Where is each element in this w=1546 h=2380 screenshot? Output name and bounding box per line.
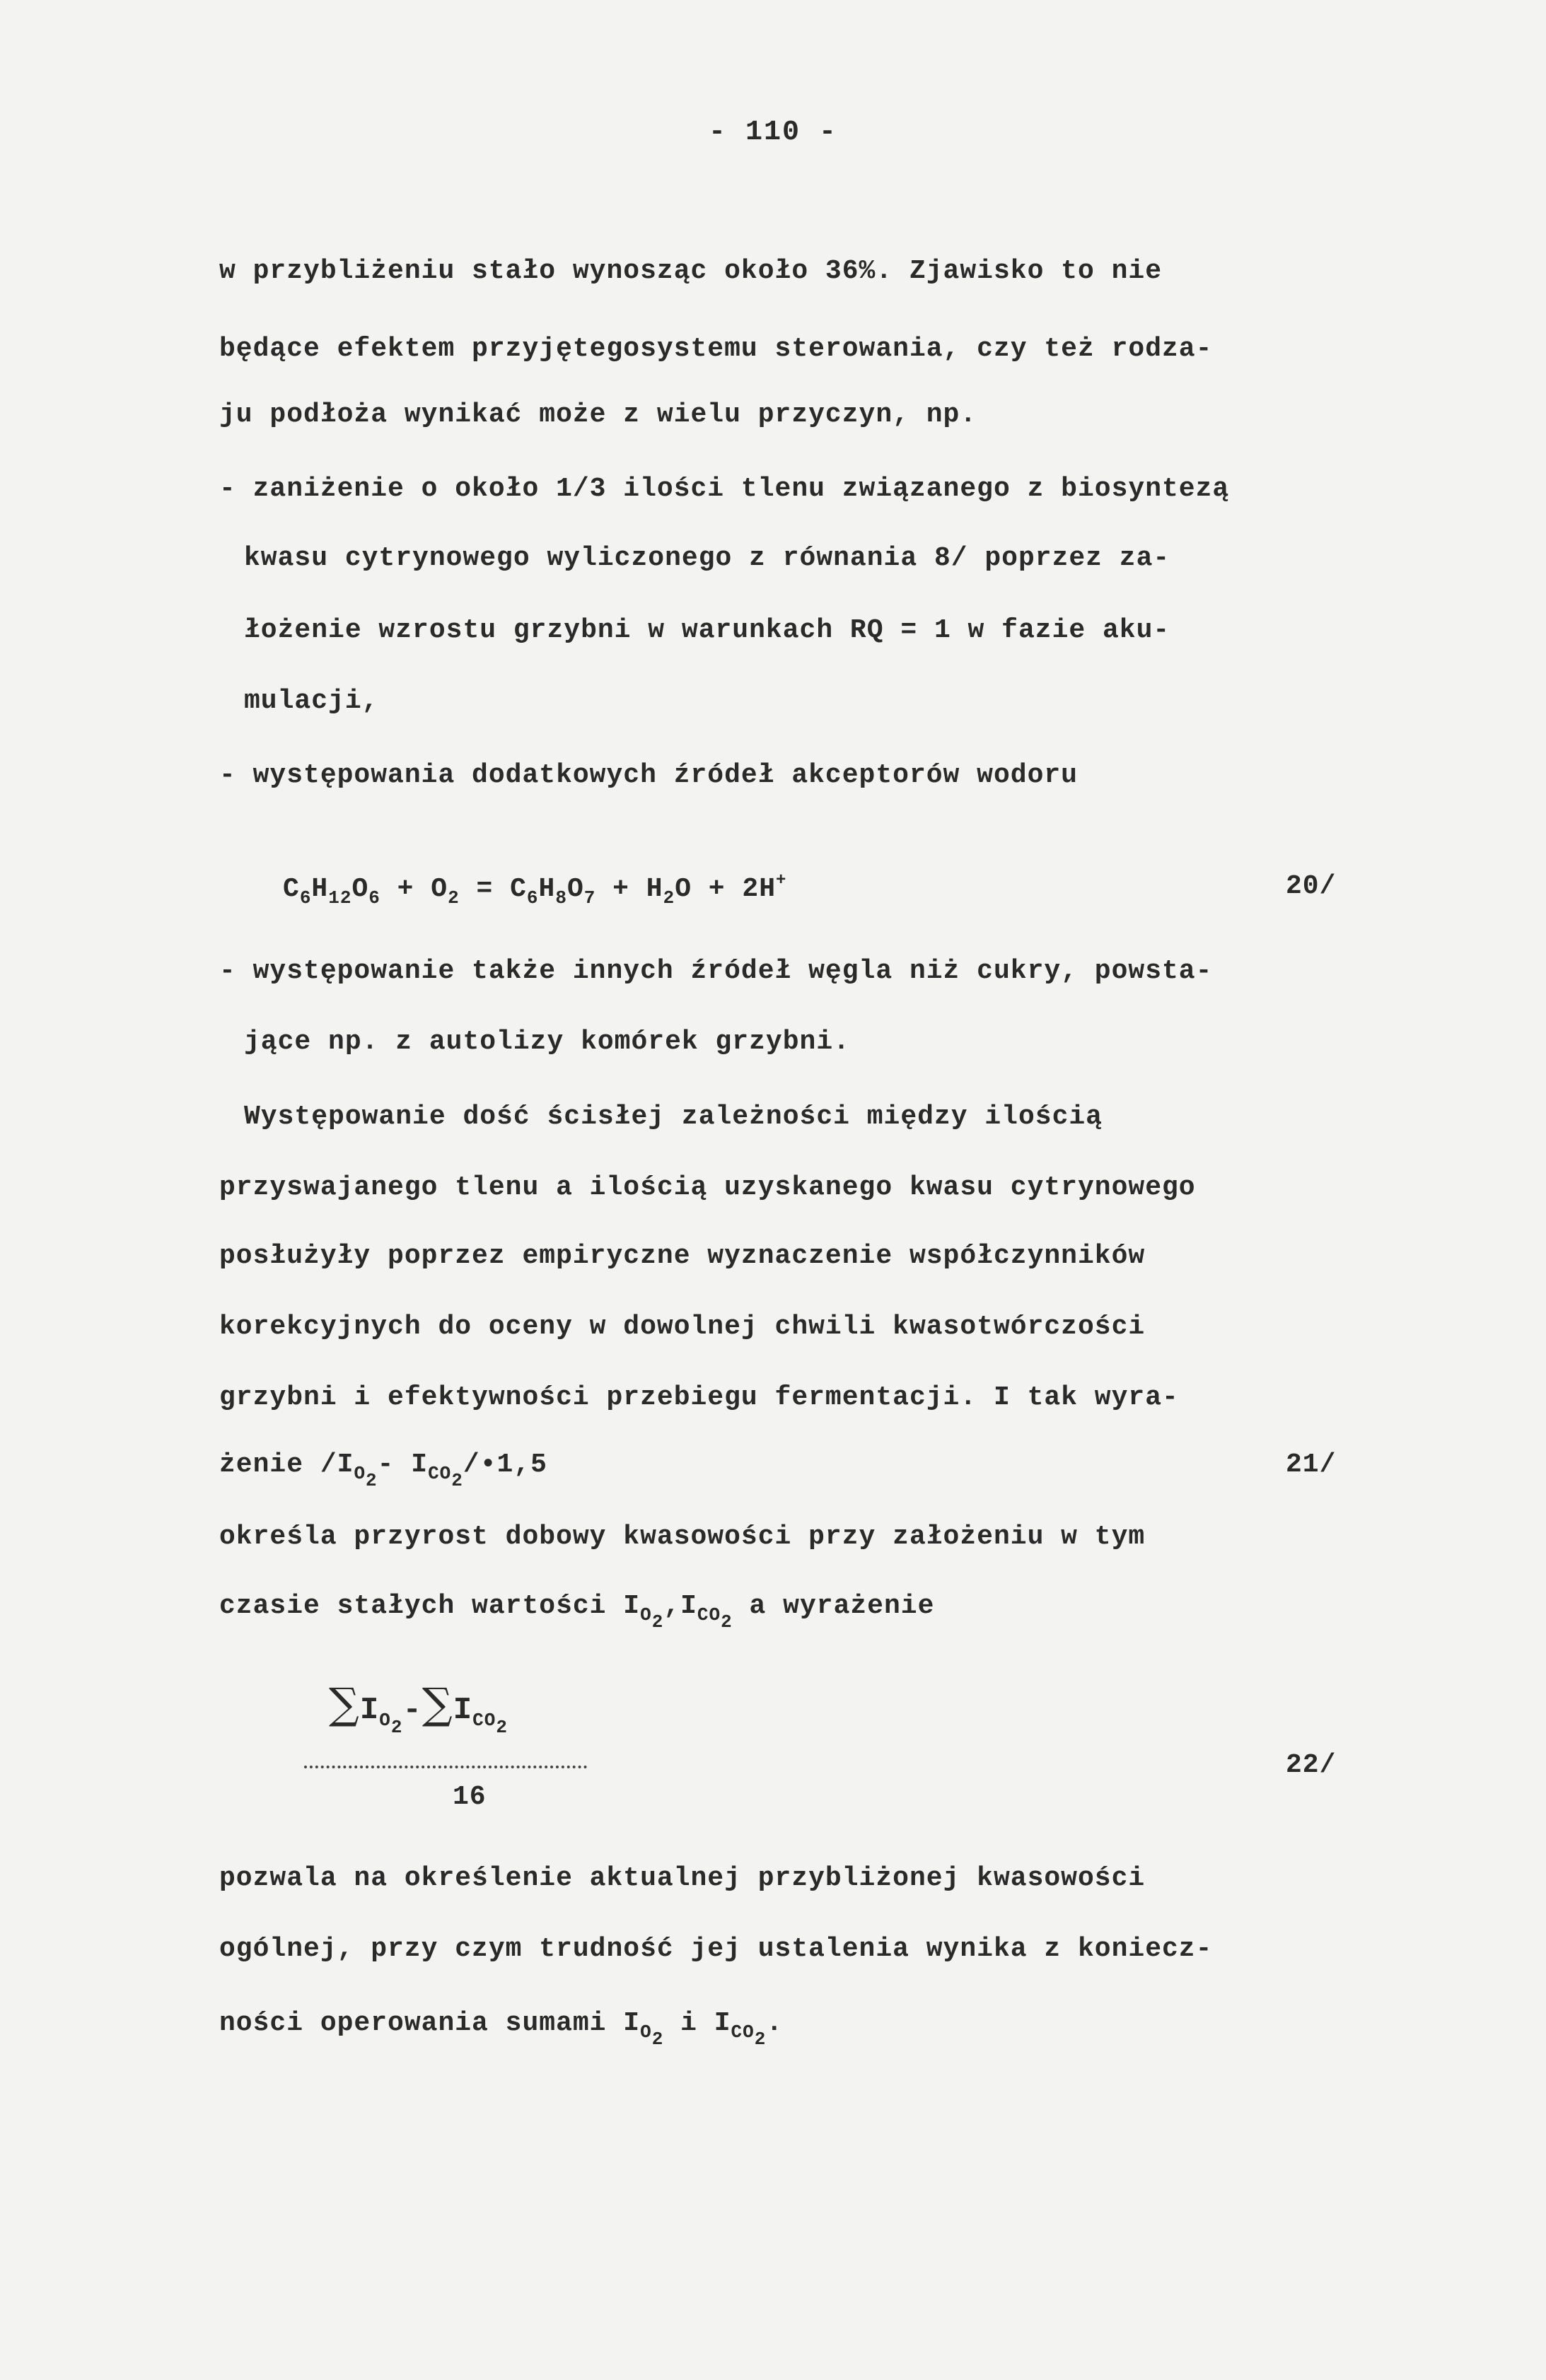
fraction-bar: [304, 1766, 587, 1768]
bullet-line: - zaniżenie o około 1/3 ilości tlenu związanego z biosyntezą: [219, 474, 1230, 504]
bullet-line: - występowanie także innych źródeł węgla niż cukry, powsta-: [219, 956, 1213, 986]
equation-20: $C_6H_{12}O_6 + O_2 = C_6H_8O_7 + H_2O + 2H^+$: [283, 871, 787, 909]
page-number: - 110 -: [708, 117, 838, 148]
text-line: czasie stałych wartości $I_{O_2},I_{CO_2}$ a wyrażenie: [219, 1591, 935, 1633]
text-line: grzybni i efektywności przebiegu fermentacji. I tak wyra-: [219, 1382, 1179, 1413]
text-line: posłużyły poprzez empiryczne wyznaczenie współczynników: [219, 1241, 1146, 1271]
equation-21: żenie $/I_{O_2}-$ $I_{CO_2}/•1,5$: [219, 1449, 547, 1491]
text-line: będące efektem przyjętegosystemu sterowania, czy też rodza-: [219, 334, 1213, 364]
text-line: ogólnej, przy czym trudność jej ustalenia wynika z koniecz-: [219, 1934, 1213, 1964]
equation-22-denominator: 16: [453, 1782, 487, 1812]
bullet-line: jące np. z autolizy komórek grzybni.: [244, 1027, 850, 1057]
text-line: określa przyrost dobowy kwasowości przy założeniu w tym: [219, 1522, 1146, 1552]
text-line: ju podłoża wynikać może z wielu przyczyn, np.: [219, 399, 977, 430]
text-line: pozwala na określenie aktualnej przybliżonej kwasowości: [219, 1863, 1146, 1894]
equation-number: 22/: [1286, 1750, 1337, 1780]
text-line: w przybliżeniu stało wynosząc około 36%. Zjawisko to nie: [219, 256, 1163, 286]
text-line: korekcyjnych do oceny w dowolnej chwili kwasotwórczości: [219, 1312, 1146, 1342]
bullet-line: - występowania dodatkowych źródeł akceptorów wodoru: [219, 760, 1078, 791]
bullet-line: kwasu cytrynowego wyliczonego z równania 8/ poprzez za-: [244, 543, 1170, 573]
equation-22-numerator: $\sum I_{O_2}-\sum I_{CO_2}$: [329, 1679, 508, 1738]
equation-number: 20/: [1286, 871, 1337, 902]
text-line: ności operowania sumami $I_{O_2}$ i $I_{CO_2}$.: [219, 2008, 784, 2050]
text-line: Występowanie dość ścisłej zależności między ilością: [244, 1102, 1103, 1132]
text-line: przyswajanego tlenu a ilością uzyskanego kwasu cytrynowego: [219, 1172, 1196, 1203]
bullet-line: łożenie wzrostu grzybni w warunkach RQ = 1 w fazie aku-: [244, 615, 1170, 646]
equation-number: 21/: [1286, 1449, 1337, 1480]
bullet-line: mulacji,: [244, 686, 379, 716]
